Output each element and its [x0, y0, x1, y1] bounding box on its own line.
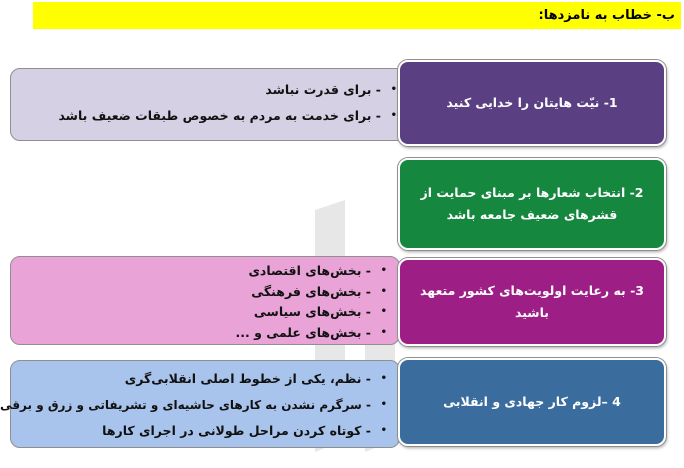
row-4-title: 4 –لزوم کار جهادی و انقلابی	[398, 358, 666, 446]
bullet-icon: •	[380, 399, 387, 410]
list-item: • - برای قدرت نباشد	[23, 77, 397, 103]
list-item: • - سرگرم نشدن به کارهای حاشیه‌ای و تشریفاتی و زرق و برقی	[23, 392, 387, 418]
row-1-title: 1- نیّت هایتان را خدایی کنید	[398, 60, 666, 146]
bullet-icon: •	[380, 265, 387, 276]
bullet-icon: •	[390, 84, 397, 95]
list-item: • - بخش‌های علمی و ...	[23, 323, 387, 344]
bullet-icon: •	[380, 425, 387, 436]
list-item: • - بخش‌های اقتصادی	[23, 261, 387, 282]
list-item: • - کوتاه کردن مراحل طولانی در اجرای کارها	[23, 418, 387, 444]
row-1-details	[10, 68, 410, 141]
row-3-details	[10, 256, 400, 345]
row-3-title: 3- به رعایت اولویت‌های کشور متعهد باشید	[398, 258, 666, 346]
section-header: ب- خطاب به نامزدها:	[33, 2, 681, 29]
bullet-icon: •	[380, 326, 387, 338]
bullet-icon: •	[390, 110, 397, 121]
row-2-title: 2- انتخاب شعارها بر مبنای حمایت از قشرهای ضعیف جامعه باشد	[398, 158, 666, 250]
bullet-icon: •	[380, 285, 387, 297]
list-item: • - بخش‌های فرهنگی	[23, 282, 387, 303]
row-4-details	[0, 360, 400, 448]
list-item: • - بخش‌های سیاسی	[23, 302, 387, 323]
bullet-icon: •	[380, 373, 387, 384]
list-item: • - برای خدمت به مردم به خصوص طبقات ضعیف باشد	[23, 103, 397, 129]
list-item: • - نظم، یکی از خطوط اصلی انقلابی‌گری	[23, 366, 387, 392]
bullet-icon: •	[380, 306, 387, 317]
